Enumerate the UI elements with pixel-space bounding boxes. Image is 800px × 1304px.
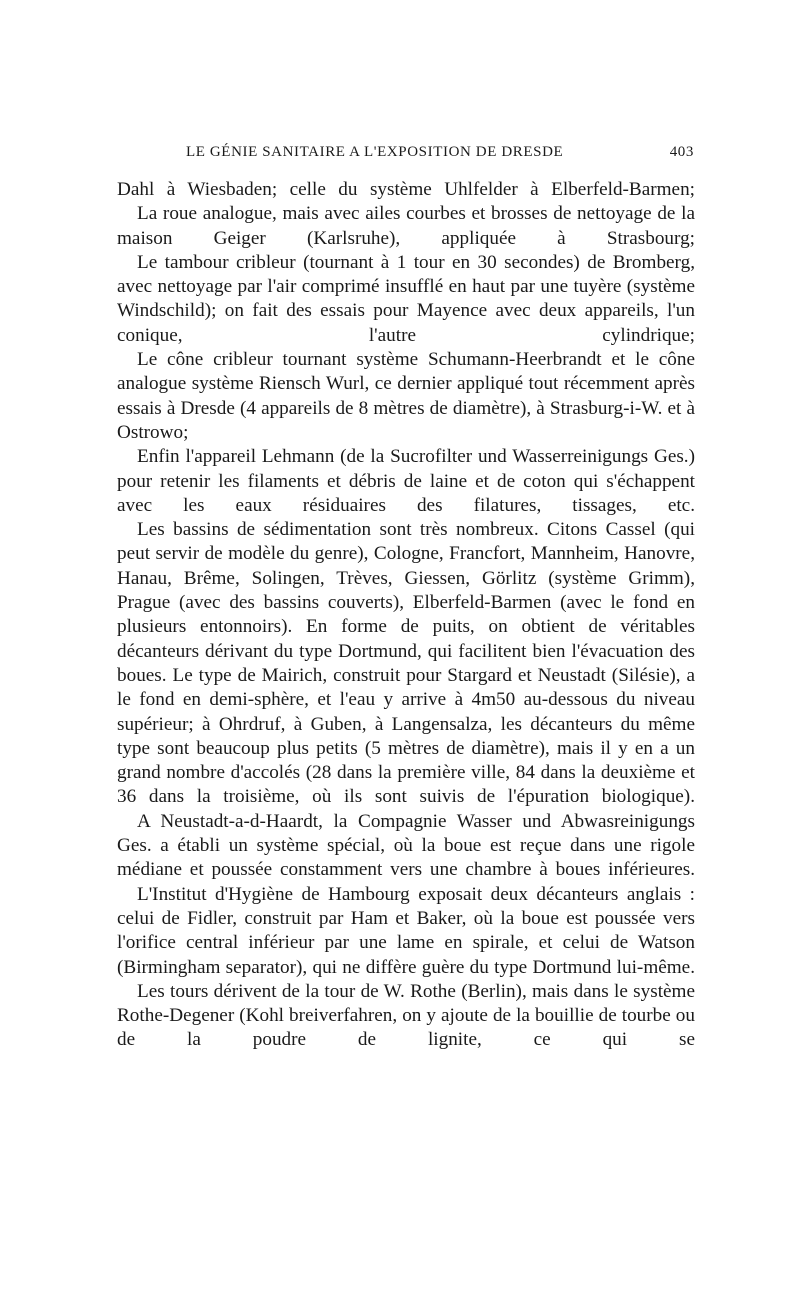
paragraph: L'Institut d'Hygiène de Hambourg exposait deux décanteurs anglais : celui de Fidler, construit par Ham et Baker, où la boue est poussée vers l'orifice central inférieur par une lame en spirale, et celui de Watson (Birmingham separator), qui ne diffère guère du type Dortmund lui-même. [117, 883, 695, 978]
paragraph: Dahl à Wiesbaden; celle du système Uhlfelder à Elberfeld-Barmen; [117, 179, 695, 200]
paragraph: A Neustadt-a-d-Haardt, la Compagnie Wasser und Abwasreinigungs Ges. a établi un système spécial, où la boue est reçue dans une rigole médiane et poussée constamment vers une chambre à boues inférieures. [117, 810, 695, 881]
page-number: 403 [669, 144, 694, 160]
body-text [117, 178, 695, 1053]
paragraph: Les tours dérivent de la tour de W. Rothe (Berlin), mais dans le système Rothe-Degener (Kohl breiverfahren, on y ajoute de la bouillie de tourbe ou de la poudre de lignite, ce qui se [117, 980, 695, 1051]
paragraph: Les bassins de sédimentation sont très nombreux. Citons Cassel (qui peut servir de modèle du genre), Cologne, Francfort, Mannheim, Hanovre, Hanau, Brême, Solingen, Trèves, Giessen, Görlitz (système Grimm), Prague (avec des bassins couverts), Elberfeld-Barmen (avec le fond en plusieurs entonnoirs). En forme de puits, on obtient de véritables décanteurs dérivant du type Dortmund, qui facilitent bien l'évacuation des boues. Le type de Mairich, construit pour Stargard et Neustadt (Silésie), a le fond en demi-sphère, et l'eau y arrive à 4m50 au-dessous du niveau supérieur; à Ohrdruf, à Guben, à Langensalza, les décanteurs du même type sont beaucoup plus petits (5 mètres de diamètre), mais il y en a un grand nombre d'accolés (28 dans la première ville, 84 dans la deuxième et 36 dans la troisième, où ils sont suivis de l'épuration biologique). [117, 519, 695, 808]
running-title: LE GÉNIE SANITAIRE A L'EXPOSITION DE DRESDE [186, 144, 564, 160]
paragraph: Le tambour cribleur (tournant à 1 tour en 30 secondes) de Bromberg, avec nettoyage par l'air comprimé insufflé en haut par une tuyère (système Windschild); on fait des essais pour Mayence avec deux appareils, l'un conique, l'autre cylindrique; [117, 251, 695, 346]
paragraph: La roue analogue, mais avec ailes courbes et brosses de nettoyage de la maison Geiger (Karlsruhe), appliquée à Strasbourg; [117, 203, 695, 249]
paragraph: Le cône cribleur tournant système Schumann-Heerbrandt et le cône analogue système Riensch Wurl, ce dernier appliqué tout récemment après essais à Dresde (4 appareils de 8 mètres de diamètre), à Strasburg-i-W. et à Ostrowo; [117, 349, 695, 443]
paragraph: Enfin l'appareil Lehmann (de la Sucrofilter und Wasserreinigungs Ges.) pour retenir les filaments et débris de laine et de coton qui s'échappent avec les eaux résiduaires des filatures, tissages, etc. [117, 446, 695, 516]
